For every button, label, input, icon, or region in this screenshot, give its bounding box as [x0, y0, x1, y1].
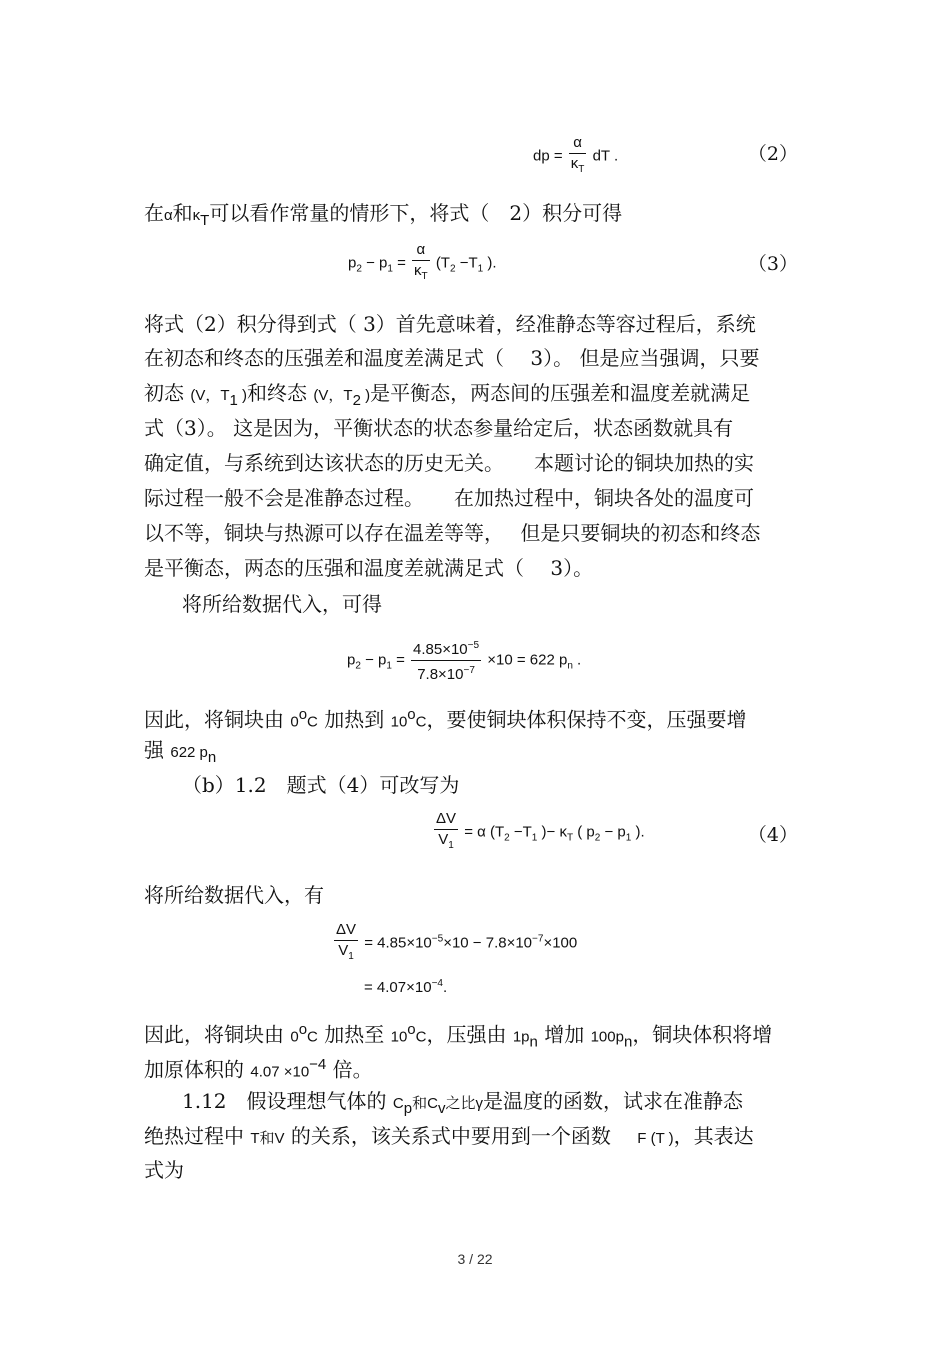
calc2-den-sub: 1: [348, 951, 354, 962]
calc1-fraction: [411, 636, 481, 685]
paragraph-substitute: 将所给数据代入，可得: [182, 592, 382, 616]
calc-1: [347, 636, 581, 685]
kappa-sub: T: [200, 212, 210, 229]
gamma-symbol: γ: [475, 1095, 483, 1112]
eq4-r4: ( p: [573, 823, 595, 841]
calc1-num-exp: −5: [467, 640, 480, 651]
eq2-den-sub: T: [578, 164, 585, 175]
t1-b-sup: o: [298, 706, 308, 723]
p112l2-c: 的关系，该关系式中要用到一个函数: [284, 1124, 638, 1148]
eq4-r6: ).: [631, 823, 645, 841]
calc2-e1: −5: [431, 933, 444, 945]
t1-e-sup: o: [407, 706, 416, 723]
p112-d-sub: v: [437, 1100, 446, 1117]
eq3-p2: p: [348, 254, 357, 272]
eq3-p2-sub: 2: [356, 263, 362, 275]
t2-g: ，压强由: [426, 1022, 513, 1047]
t2-c: C: [307, 1028, 318, 1046]
equation-3: [348, 240, 497, 287]
t1-f: C: [415, 713, 427, 731]
t1b-b-sub: n: [207, 749, 217, 766]
eq4-sp1: 1: [625, 832, 632, 844]
l3-e: (V，T: [313, 387, 353, 404]
calc1-rhs-sub: n: [567, 660, 573, 672]
t1-b: 0: [290, 713, 299, 731]
p1-t2: 和: [172, 201, 193, 225]
p112l2-b: T和V: [250, 1130, 285, 1147]
t2-h: 1p: [512, 1028, 530, 1046]
l3-b-sub: 1: [229, 392, 238, 409]
calc1-lhs: p: [347, 651, 356, 669]
eq3-t1-sub: 1: [477, 263, 484, 275]
l3-d: 和终态: [247, 381, 314, 405]
eq3-minus: −: [361, 254, 380, 272]
calc1-den-exp: −7: [463, 665, 475, 676]
p112l2-d: F (T ): [637, 1130, 674, 1147]
p112l2-e: ，其表达: [673, 1124, 754, 1148]
t2-b: 0: [290, 1028, 299, 1046]
eq3-p1-sub: 1: [387, 263, 393, 275]
eq3-label: （3）: [747, 253, 798, 275]
equation-4: [432, 809, 645, 856]
p112-b-sub: p: [403, 1100, 413, 1117]
p112l2-a: 绝热过程中: [144, 1124, 251, 1148]
t2-e-sup: o: [407, 1021, 416, 1038]
eq4-num: ΔV: [434, 809, 458, 830]
problem-1-12-line3: 式为: [144, 1158, 184, 1182]
eq4-r3: )− κ: [537, 823, 567, 841]
t2-f: C: [415, 1028, 427, 1046]
paragraph-therefore-2b: [144, 1052, 373, 1086]
t1-a: 因此，将铜块由: [144, 707, 291, 732]
paragraph-b: （b）1.2 题式（4）可改写为: [182, 773, 460, 797]
t1-g: ，要使铜块体积保持不变，压强要增: [426, 707, 747, 732]
l3-f: ): [360, 387, 371, 404]
t1b-a: 强: [144, 738, 171, 762]
calc2-line2: = 4.07×10: [364, 979, 432, 996]
para1-line3: [144, 380, 750, 414]
eq4-s2: 2: [504, 832, 510, 844]
p112-g: 是温度的函数，试求在准静态: [482, 1089, 743, 1113]
problem-1-12-line2: [144, 1123, 754, 1152]
eq3-paren-open: (T: [435, 254, 450, 272]
paragraph-therefore-1b: [144, 737, 216, 771]
eq2-den: κ: [570, 155, 579, 172]
eq4-label: （4）: [747, 824, 798, 846]
para1-line1: 将式（2）积分得到式（ 3）首先意味着，经准静态等容过程后，系统: [144, 312, 756, 336]
eq2-rhs: dT .: [592, 147, 619, 165]
eq2-label: （2）: [747, 143, 798, 165]
t2-b-sup: o: [298, 1021, 308, 1038]
t2-a: 因此，将铜块由: [144, 1022, 291, 1047]
eq3-fraction: [412, 240, 430, 287]
calc1-den: 7.8×10: [417, 666, 464, 683]
calc2-r2: ×10 − 7.8×10: [443, 934, 533, 952]
t2-h-sub: n: [529, 1033, 538, 1051]
para1-line4: 式（3）。 这是因为，平衡状态的状态参量给定后，状态函数就具有: [144, 416, 734, 440]
eq3-den-sub: T: [421, 271, 428, 282]
kappa-symbol: κ: [192, 207, 201, 224]
t1-c: C: [307, 713, 318, 731]
t1b-b: 622 p: [170, 744, 208, 761]
eq3-eq: =: [392, 254, 406, 272]
p1-t1: 在: [144, 201, 164, 225]
t2-j-sub: n: [623, 1033, 633, 1051]
t2b-b-sup: −4: [309, 1056, 327, 1073]
calc1-sub1: 1: [386, 660, 392, 672]
calc2-num: ΔV: [334, 920, 358, 941]
t2b-c: 倍。: [326, 1057, 373, 1082]
p112-a: 1.12 假设理想气体的: [182, 1089, 393, 1113]
equation-2: [533, 133, 618, 180]
calc2-fraction: [334, 920, 358, 967]
t1-e: 10: [390, 713, 408, 731]
eq2-fraction: [569, 133, 587, 180]
t2b-a: 加原体积的: [144, 1057, 251, 1082]
calc-2: [332, 920, 577, 967]
calc1-num: 4.85×10: [413, 641, 468, 658]
calc1-eq: =: [391, 651, 405, 669]
p112-b: C: [392, 1095, 404, 1112]
p112-e: 之比: [445, 1095, 476, 1112]
calc2-line2-end: .: [442, 979, 448, 996]
eq4-fraction: [434, 809, 458, 856]
eq3-dot: .: [492, 254, 497, 272]
calc2-e2: −7: [532, 933, 544, 945]
paragraph-therefore-1: [144, 702, 746, 736]
eq4-rhs1: = α (T: [464, 823, 505, 841]
eq4-r2: −T: [509, 823, 532, 841]
paragraph-substitute-2: 将所给数据代入，有: [144, 883, 324, 907]
eq4-s1: 1: [531, 832, 538, 844]
l3-b: (V，T: [190, 387, 230, 404]
p1-t3: 可以看作常量的情形下，将式（ 2）积分可得: [209, 201, 623, 225]
l3-a: 初态: [144, 381, 191, 405]
t2-e: 10: [390, 1028, 408, 1046]
calc2-den: V: [338, 942, 349, 959]
t2-k: ，铜块体积将增: [632, 1022, 773, 1047]
eq4-den: V: [438, 831, 449, 848]
para1-line5: 确定值，与系统到达该状态的历史无关。 本题讨论的铜块加热的实: [144, 451, 754, 475]
l3-e-sub: 2: [352, 392, 361, 409]
calc1-sub2: 2: [355, 660, 361, 672]
eq4-r5: − p: [600, 823, 626, 841]
para1-line7: 以不等，铜块与热源可以存在温差等等， 但是只要铜块的初态和终态: [144, 521, 761, 545]
t2-d: 加热至: [317, 1022, 391, 1047]
eq3-p1: p: [379, 254, 388, 272]
eq3-den: κ: [414, 262, 422, 279]
eq3-mid: −T: [455, 254, 478, 272]
alpha-symbol: α: [164, 207, 173, 224]
t2-j: 100p: [590, 1028, 624, 1046]
p112-d: C: [427, 1095, 438, 1112]
calc2-e3: −4: [431, 978, 443, 989]
t1-d: 加热到: [317, 707, 391, 732]
eq4-den-sub: 1: [448, 840, 454, 851]
eq2-num: α: [569, 133, 587, 154]
calc-2-line2: [364, 978, 447, 996]
eq3-t2-sub: 2: [449, 263, 456, 275]
eq3-paren-close: ): [483, 254, 493, 272]
t2-i: 增加: [537, 1022, 591, 1047]
calc1-minus: − p: [360, 651, 387, 669]
t2b-b: 4.07 ×10: [250, 1063, 310, 1081]
eq4-sp2: 2: [594, 832, 601, 844]
page-number: 3 / 22: [457, 1251, 493, 1267]
l3-g: 是平衡态，两态间的压强差和温度差就满足: [370, 381, 751, 405]
p112-c: 和: [412, 1095, 428, 1112]
para1-line6: 际过程一般不会是准静态过程。 在加热过程中，铜块各处的温度可: [144, 486, 754, 510]
l3-c: ): [237, 387, 248, 404]
calc1-dot: .: [572, 651, 582, 669]
eq4-sT: T: [566, 832, 574, 844]
para1-line2: 在初态和终态的压强差和温度差满足式（ 3）。 但是应当强调，只要: [144, 346, 760, 370]
eq2-lhs: dp =: [533, 147, 563, 165]
eq3-num: α: [412, 240, 430, 261]
paragraph-integrate: [144, 200, 622, 234]
paragraph-therefore-2: [144, 1017, 772, 1056]
calc2-r3: ×100: [543, 934, 578, 952]
calc2-r1: = 4.85×10: [364, 934, 432, 952]
calc1-rhs: ×10 = 622 p: [487, 651, 568, 669]
problem-1-12: [182, 1088, 743, 1122]
para1-line8: 是平衡态，两态的压强和温度差就满足式（ 3）。: [144, 556, 594, 580]
